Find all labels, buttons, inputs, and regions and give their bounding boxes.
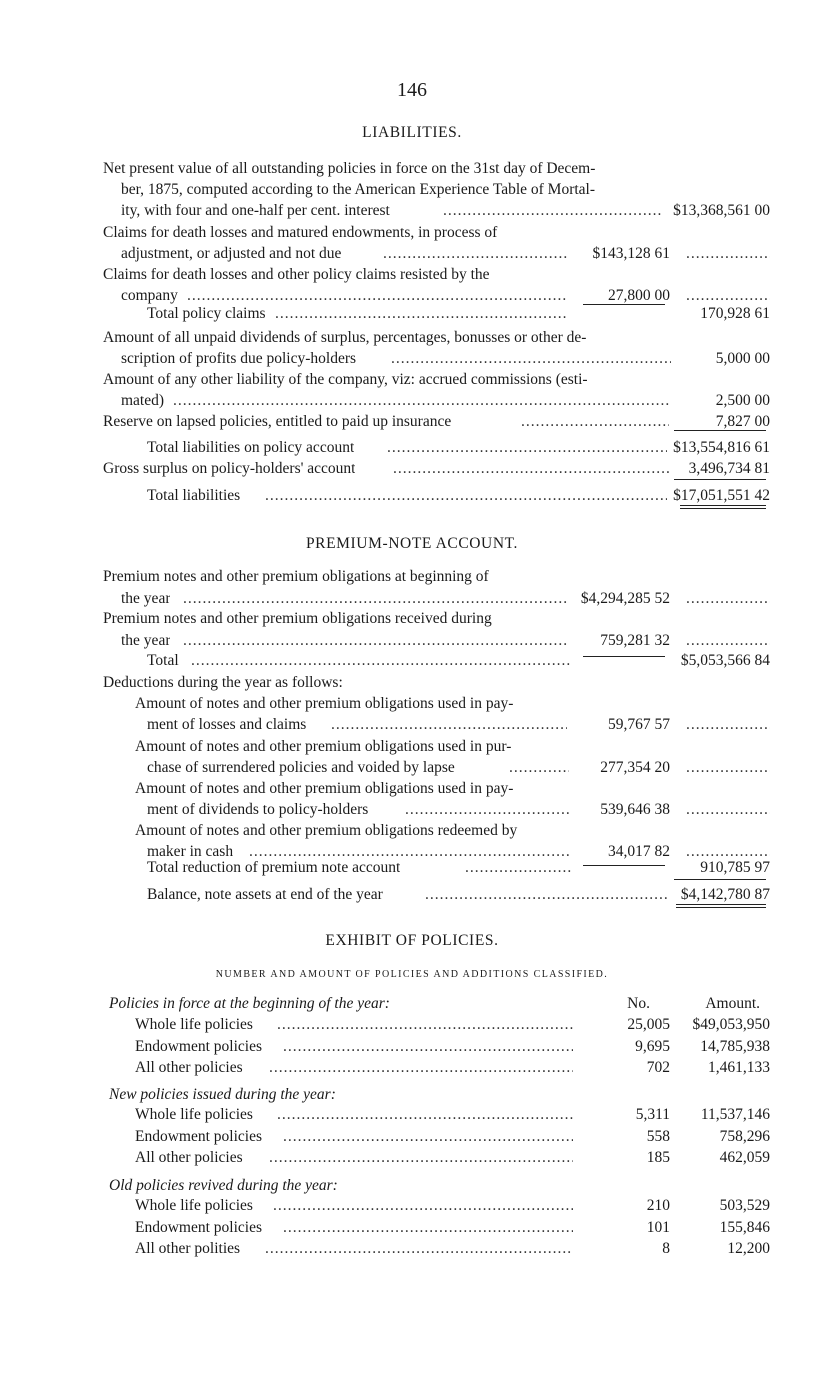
label: ment of losses and claims [147,716,307,733]
premium-beginning [103,588,770,609]
liability-net-value [103,200,770,221]
amount: 462,059 [719,1149,770,1166]
label: Balance, note assets at end of the year [147,886,383,903]
page-number: 146 [397,79,427,101]
premium-dividends-line1 [103,778,770,799]
leader-dots [686,799,770,820]
label: chase of surrendered policies and voided by lapse [147,759,455,776]
label: All other policies [135,1059,243,1076]
amount: 759,281 32 [600,632,670,649]
label: ity, with four and one-half per cent. interest [121,202,390,219]
premium-received [103,630,770,651]
text: Premium notes and other premium obligations at beginning of [103,568,489,585]
premium-purchase [103,757,770,778]
leader-dots [391,348,671,369]
table-row [103,1057,770,1078]
table-row [103,1217,770,1238]
group-heading [103,1084,770,1105]
premium-losses-line1 [103,693,770,714]
amount: $4,294,285 52 [580,590,670,607]
leader-dots [265,1238,573,1259]
table-row [103,1126,770,1147]
amount: 12,200 [727,1240,770,1257]
leader-dots [275,303,567,324]
count: 558 [646,1128,670,1145]
label: company [121,287,178,304]
leader-dots [383,243,567,264]
liability-reserve [103,411,770,432]
leader-dots [465,857,571,878]
text: Amount of all unpaid dividends of surplus, percentages, bonusses or other de- [103,329,587,346]
leader-dots [509,757,569,778]
premium-total-reduction [103,857,770,878]
leader-dots [269,1147,573,1168]
leader-dots [521,411,669,432]
table-row [103,1147,770,1168]
leader-dots [283,1126,573,1147]
label: All other polities [135,1240,241,1257]
amount: $13,554,816 61 [673,439,770,456]
rule [674,430,766,431]
label: Endowment policies [135,1128,262,1145]
leader-dots [265,485,667,506]
leader-dots [183,630,567,651]
amount: 27,800 00 [608,287,670,304]
table-row [103,1104,770,1125]
amount: 170,928 61 [700,305,770,322]
text: Old policies revived during the year: [109,1177,338,1194]
label: the year [121,632,171,649]
amount: 1,461,133 [708,1059,770,1076]
text: Amount of notes and other premium obligations redeemed by [135,822,518,839]
double-rule-bottom [680,508,766,509]
leader-dots [331,714,567,735]
premium-received-line1 [103,608,770,629]
amount: 11,537,146 [700,1106,770,1123]
text: Policies in force at the beginning of the year: [109,995,390,1012]
text: Amount of notes and other premium obligations used in pur- [135,738,512,755]
amount: 5,000 00 [715,350,770,367]
label: the year [121,590,171,607]
group-heading [103,993,770,1014]
text: Net present value of all outstanding policies in force on the 31st day of Decem- [103,160,596,177]
label: Total reduction of premium note account [147,859,401,876]
label: Whole life policies [135,1016,253,1033]
amount: 155,846 [719,1219,770,1236]
header-text: No. [627,995,650,1012]
text: Amount of notes and other premium obligations used in pay- [135,695,514,712]
amount: 7,827 00 [715,413,770,430]
liability-total-claims [103,303,770,324]
text: Amount of any other liability of the company, viz: accrued commissions (esti- [103,371,588,388]
leader-dots [387,437,667,458]
amount: $4,142,780 87 [680,886,770,903]
liability-net-value-line2 [103,179,770,200]
premium-dividends [103,799,770,820]
label: Endowment policies [135,1219,262,1236]
leader-dots [686,714,770,735]
liability-net-value-line1 [103,158,770,179]
amount: 758,296 [719,1128,770,1145]
amount: 539,646 38 [600,801,670,818]
liability-other-line1 [103,369,770,390]
text: New policies issued during the year: [109,1086,336,1103]
amount: 14,785,938 [700,1038,770,1055]
leader-dots [425,884,667,905]
label: Total liabilities on policy account [147,439,355,456]
double-rule-bottom [676,907,766,908]
leader-dots [686,757,770,778]
label: Whole life policies [135,1106,253,1123]
group-heading [103,1175,770,1196]
exhibit-title: EXHIBIT OF POLICIES. [325,932,499,949]
leader-dots [405,799,569,820]
leader-dots [283,1217,573,1238]
premium-note-title: PREMIUM-NOTE ACCOUNT. [305,535,519,552]
count: 25,005 [627,1016,670,1033]
amount: $17,051,551 42 [673,487,770,504]
label: Reserve on lapsed policies, entitled to paid up insurance [103,413,452,430]
premium-losses [103,714,770,735]
liabilities-title: LIABILITIES. [362,124,462,141]
liability-dividends-line1 [103,327,770,348]
text: Claims for death losses and other policy claims resisted by the [103,266,490,283]
premium-purchase-line1 [103,736,770,757]
label: All other policies [135,1149,243,1166]
table-row [103,1014,770,1035]
text: Claims for death losses and matured endowments, in process of [103,224,498,241]
liability-resisted-line1 [103,264,770,285]
liability-dividends [103,348,770,369]
label: scription of profits due policy-holders [121,350,357,367]
leader-dots [686,588,770,609]
leader-dots [183,588,567,609]
label: Endowment policies [135,1038,262,1055]
leader-dots [173,390,669,411]
liability-gross-surplus [103,458,770,479]
leader-dots [686,243,770,264]
count: 185 [646,1149,670,1166]
table-row [103,1195,770,1216]
count: 210 [646,1197,670,1214]
amount: $143,128 61 [592,245,670,262]
leader-dots [283,1036,573,1057]
table-row [103,1238,770,1259]
amount: 59,767 57 [608,716,670,733]
text: Amount of notes and other premium obligations used in pay- [135,780,514,797]
leader-dots [191,650,571,671]
exhibit-subtitle: NUMBER AND AMOUNT OF POLICIES AND ADDITIONS CLASSIFIED. [215,969,609,980]
leader-dots [269,1057,573,1078]
label: maker in cash [147,843,234,860]
double-rule-top [680,505,766,506]
amount: $13,368,561 00 [673,202,770,219]
rule [674,879,766,880]
amount: 2,500 00 [715,392,770,409]
liability-death-claims-line1 [103,222,770,243]
label: adjustment, or adjusted and not due [121,245,342,262]
count: 702 [646,1059,670,1076]
label: Gross surplus on policy-holders' account [103,460,356,477]
premium-beginning-line1 [103,566,770,587]
text: ber, 1875, computed according to the American Experience Table of Mortal- [121,181,596,198]
leader-dots [443,200,663,221]
label: Total policy claims [147,305,266,322]
label: Whole life policies [135,1197,253,1214]
label: ment of dividends to policy-holders [147,801,369,818]
header-text: Amount. [705,995,760,1012]
premium-redeemed-line1 [103,820,770,841]
label: mated) [121,392,165,409]
label: Total [147,652,179,669]
count: 101 [646,1219,670,1236]
text: Deductions during the year as follows: [103,674,343,691]
amount: 34,017 82 [608,843,670,860]
amount: 910,785 97 [700,859,770,876]
count: 5,311 [635,1106,670,1123]
leader-dots [686,630,770,651]
rule [674,479,766,480]
table-row [103,1036,770,1057]
amount: 503,529 [719,1197,770,1214]
amount: $49,053,950 [692,1016,770,1033]
label: Total liabilities [147,487,241,504]
liability-death-claims [103,243,770,264]
leader-dots [393,458,669,479]
count: 8 [662,1240,670,1257]
double-rule-top [676,904,766,905]
leader-dots [277,1014,573,1035]
liability-total [103,485,770,506]
count: 9,695 [635,1038,670,1055]
liability-total-policy-account [103,437,770,458]
premium-deductions-heading [103,672,770,693]
amount: 3,496,734 81 [688,460,770,477]
text: Premium notes and other premium obligations received during [103,610,492,627]
leader-dots [273,1195,573,1216]
premium-balance [103,884,770,905]
amount: $5,053,566 84 [680,652,770,669]
amount: 277,354 20 [600,759,670,776]
premium-total [103,650,770,671]
liability-other [103,390,770,411]
leader-dots [277,1104,573,1125]
